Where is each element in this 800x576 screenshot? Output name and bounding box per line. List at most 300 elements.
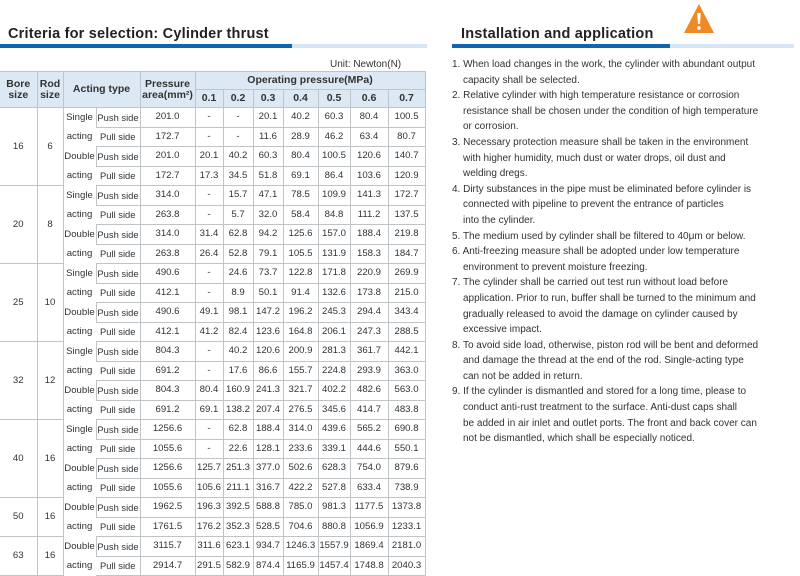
thrust-value: 2181.0 bbox=[388, 537, 425, 557]
thrust-value: 105.6 bbox=[195, 478, 223, 498]
thrust-value: 73.7 bbox=[253, 264, 283, 284]
note-line: 5. The medium used by cylinder shall be filtered to 40μm or below. bbox=[452, 230, 746, 242]
thrust-value: 550.1 bbox=[388, 439, 425, 459]
thrust-value: 60.3 bbox=[318, 108, 350, 128]
thrust-value: 28.9 bbox=[283, 127, 318, 147]
thrust-value: 105.5 bbox=[283, 244, 318, 264]
note-line: welding dregs. bbox=[463, 168, 528, 180]
pressure-area: 412.1 bbox=[140, 322, 195, 342]
bore-size: 63 bbox=[0, 537, 37, 576]
pressure-area: 1256.6 bbox=[140, 420, 195, 440]
side-label: Pull side bbox=[96, 400, 140, 420]
thrust-value: 91.4 bbox=[283, 283, 318, 303]
note-line: 1. When load changes in the work, the cylinder with abundant output bbox=[452, 59, 755, 70]
thrust-value: 1457.4 bbox=[318, 556, 350, 576]
thrust-value: 880.8 bbox=[318, 517, 350, 537]
header-pressure: 0.7 bbox=[388, 90, 425, 108]
acting-type bbox=[63, 498, 96, 537]
thrust-value: 34.5 bbox=[223, 166, 253, 186]
thrust-value: 98.1 bbox=[223, 303, 253, 323]
thrust-value: 363.0 bbox=[388, 361, 425, 381]
thrust-value: - bbox=[195, 186, 223, 206]
thrust-value: 1373.8 bbox=[388, 498, 425, 518]
acting-type-line: acting bbox=[66, 208, 93, 220]
note-line: capacity shall be selected. bbox=[463, 74, 580, 86]
header-pressure: 0.3 bbox=[253, 90, 283, 108]
table-row bbox=[0, 498, 425, 518]
note-line: into the cylinder. bbox=[463, 214, 536, 226]
thrust-value: 1869.4 bbox=[350, 537, 388, 557]
thrust-value: 62.8 bbox=[223, 225, 253, 245]
bore-size: 25 bbox=[0, 264, 37, 342]
header-pressure: 0.1 bbox=[195, 90, 223, 108]
thrust-value: 22.6 bbox=[223, 439, 253, 459]
thrust-value: 49.1 bbox=[195, 303, 223, 323]
thrust-value: 63.4 bbox=[350, 127, 388, 147]
table-row bbox=[0, 342, 425, 362]
thrust-value: 582.9 bbox=[223, 556, 253, 576]
acting-type-line: acting bbox=[66, 131, 93, 142]
table-row bbox=[0, 420, 425, 440]
thrust-value: 69.1 bbox=[283, 166, 318, 186]
acting-type-line: Single bbox=[66, 423, 93, 435]
thrust-value: 623.1 bbox=[223, 537, 253, 557]
thrust-value: - bbox=[195, 108, 223, 128]
pressure-area: 1962.5 bbox=[140, 498, 195, 518]
header-pressure: 0.4 bbox=[283, 90, 318, 108]
unit-label: Unit: Newton(N) bbox=[330, 59, 402, 70]
thrust-value: 233.6 bbox=[283, 439, 318, 459]
rod-size: 16 bbox=[37, 498, 63, 537]
side-label: Pull side bbox=[96, 361, 140, 381]
acting-type bbox=[63, 342, 96, 381]
thrust-value: 220.9 bbox=[350, 264, 388, 284]
thrust-value: 20.1 bbox=[253, 108, 283, 128]
pressure-area: 314.0 bbox=[140, 225, 195, 245]
thrust-value: 207.4 bbox=[253, 400, 283, 420]
thrust-value: 131.9 bbox=[318, 244, 350, 264]
acting-type-line: Double bbox=[64, 306, 95, 318]
thrust-value: 31.4 bbox=[195, 225, 223, 245]
installation-notes bbox=[452, 57, 792, 447]
thrust-value: - bbox=[195, 439, 223, 459]
thrust-value: 94.2 bbox=[253, 225, 283, 245]
thrust-value: - bbox=[195, 205, 223, 225]
header-pressure: 0.5 bbox=[318, 90, 350, 108]
thrust-value: 32.0 bbox=[253, 205, 283, 225]
thrust-value: 2040.3 bbox=[388, 556, 425, 576]
thrust-value: 241.3 bbox=[253, 381, 283, 401]
thrust-value: 1246.3 bbox=[283, 537, 318, 557]
thrust-value: 704.6 bbox=[283, 517, 318, 537]
thrust-value: 120.6 bbox=[253, 342, 283, 362]
pressure-area: 263.8 bbox=[140, 244, 195, 264]
thrust-value: 82.4 bbox=[223, 322, 253, 342]
side-label: Push side bbox=[96, 147, 140, 167]
side-label: Push side bbox=[96, 264, 140, 284]
pressure-area: 804.3 bbox=[140, 381, 195, 401]
thrust-value: 188.4 bbox=[253, 420, 283, 440]
pressure-area: 1055.6 bbox=[140, 478, 195, 498]
thrust-value: 111.2 bbox=[350, 205, 388, 225]
note-line: with higher humidity, much dust or water drops, oil dust and bbox=[463, 152, 726, 164]
acting-type-line: acting bbox=[66, 403, 93, 415]
rod-size: 16 bbox=[37, 537, 63, 576]
pressure-area: 412.1 bbox=[140, 283, 195, 303]
thrust-value: 281.3 bbox=[318, 342, 350, 362]
thrust-value: 26.4 bbox=[195, 244, 223, 264]
thrust-value: 52.8 bbox=[223, 244, 253, 264]
thrust-value: 79.1 bbox=[253, 244, 283, 264]
thrust-value: 1557.9 bbox=[318, 537, 350, 557]
thrust-value: 155.7 bbox=[283, 361, 318, 381]
note-line: 3. Necessary protection measure shall be taken in the environment bbox=[452, 136, 749, 148]
side-label: Push side bbox=[96, 381, 140, 401]
thrust-value: 128.1 bbox=[253, 439, 283, 459]
thrust-value: 288.5 bbox=[388, 322, 425, 342]
thrust-value: 158.3 bbox=[350, 244, 388, 264]
acting-type-line: Double bbox=[64, 501, 95, 513]
pressure-area: 1761.5 bbox=[140, 517, 195, 537]
thrust-value: 690.8 bbox=[388, 420, 425, 440]
thrust-value: 86.6 bbox=[253, 361, 283, 381]
acting-type-line: Single bbox=[66, 267, 93, 279]
thrust-value: 321.7 bbox=[283, 381, 318, 401]
side-label: Pull side bbox=[96, 322, 140, 342]
acting-type bbox=[63, 459, 96, 498]
side-label: Push side bbox=[96, 186, 140, 206]
thrust-value: - bbox=[195, 127, 223, 147]
thrust-value: 132.6 bbox=[318, 283, 350, 303]
thrust-value: 934.7 bbox=[253, 537, 283, 557]
note-line: 8. To avoid side load, otherwise, piston rod will be bent and deformed bbox=[452, 339, 759, 351]
thrust-value: 738.9 bbox=[388, 478, 425, 498]
thrust-value: 1748.8 bbox=[350, 556, 388, 576]
thrust-value: 147.2 bbox=[253, 303, 283, 323]
thrust-value: 215.0 bbox=[388, 283, 425, 303]
acting-type bbox=[63, 108, 96, 147]
thrust-value: 51.8 bbox=[253, 166, 283, 186]
pressure-area: 490.6 bbox=[140, 264, 195, 284]
thrust-value: 785.0 bbox=[283, 498, 318, 518]
thrust-value: 754.0 bbox=[350, 459, 388, 479]
side-label: Pull side bbox=[96, 439, 140, 459]
pressure-area: 314.0 bbox=[140, 186, 195, 206]
thrust-value: 1177.5 bbox=[350, 498, 388, 518]
thrust-value: 60.3 bbox=[253, 147, 283, 167]
thrust-value: 103.6 bbox=[350, 166, 388, 186]
rod-size: 8 bbox=[37, 186, 63, 264]
thrust-value: 47.1 bbox=[253, 186, 283, 206]
thrust-value: 11.6 bbox=[253, 127, 283, 147]
thrust-value: 442.1 bbox=[388, 342, 425, 362]
thrust-value: 140.7 bbox=[388, 147, 425, 167]
acting-type bbox=[63, 303, 96, 342]
side-label: Pull side bbox=[96, 205, 140, 225]
thrust-value: 120.6 bbox=[350, 147, 388, 167]
acting-type-line: acting bbox=[66, 559, 93, 571]
acting-type-line: acting bbox=[66, 442, 93, 454]
rod-size: 16 bbox=[37, 420, 63, 498]
acting-type bbox=[63, 381, 96, 420]
side-label: Pull side bbox=[96, 166, 140, 186]
acting-type bbox=[63, 264, 96, 303]
table-row bbox=[0, 459, 425, 479]
thrust-value: 196.3 bbox=[195, 498, 223, 518]
pressure-area: 172.7 bbox=[140, 127, 195, 147]
thrust-value: 269.9 bbox=[388, 264, 425, 284]
rod-size: 6 bbox=[37, 108, 63, 186]
thrust-value: 8.9 bbox=[223, 283, 253, 303]
thrust-value: 80.4 bbox=[195, 381, 223, 401]
acting-type-line: acting bbox=[66, 325, 93, 337]
pressure-area: 490.6 bbox=[140, 303, 195, 323]
thrust-value: 40.2 bbox=[223, 342, 253, 362]
acting-type bbox=[63, 420, 96, 459]
acting-type-line: acting bbox=[66, 520, 93, 532]
acting-type bbox=[63, 537, 96, 576]
thrust-value: 157.0 bbox=[318, 225, 350, 245]
pressure-area: 1055.6 bbox=[140, 439, 195, 459]
rod-size: 10 bbox=[37, 264, 63, 342]
note-line: 2. Relative cylinder with high temperature resistance or corrosion bbox=[452, 90, 740, 102]
acting-type-line: Double bbox=[64, 150, 95, 162]
thrust-value: 137.5 bbox=[388, 205, 425, 225]
thrust-value: 276.5 bbox=[283, 400, 318, 420]
thrust-value: 981.3 bbox=[318, 498, 350, 518]
note-line: 6. Anti-freezing measure shall be adopted under low temperature bbox=[452, 246, 740, 258]
acting-type-line: acting bbox=[66, 247, 93, 259]
thrust-value: 439.6 bbox=[318, 420, 350, 440]
thrust-value: 294.4 bbox=[350, 303, 388, 323]
thrust-value: 17.6 bbox=[223, 361, 253, 381]
pressure-area: 691.2 bbox=[140, 361, 195, 381]
thrust-value: 291.5 bbox=[195, 556, 223, 576]
bore-size: 40 bbox=[0, 420, 37, 498]
thrust-value: 58.4 bbox=[283, 205, 318, 225]
thrust-value: 633.4 bbox=[350, 478, 388, 498]
thrust-value: - bbox=[223, 108, 253, 128]
thrust-value: 86.4 bbox=[318, 166, 350, 186]
thrust-table bbox=[0, 71, 426, 576]
thrust-value: 527.8 bbox=[318, 478, 350, 498]
acting-type bbox=[63, 225, 96, 264]
thrust-value: 565.2 bbox=[350, 420, 388, 440]
header-pressure: 0.6 bbox=[350, 90, 388, 108]
thrust-value: 311.6 bbox=[195, 537, 223, 557]
bore-size: 20 bbox=[0, 186, 37, 264]
acting-type-line: Double bbox=[64, 462, 95, 474]
thrust-value: 211.1 bbox=[223, 478, 253, 498]
note-line: 4. Dirty substances in the pipe must be eliminated before cylinder is bbox=[452, 183, 752, 195]
acting-type bbox=[63, 186, 96, 225]
thrust-value: 40.2 bbox=[223, 147, 253, 167]
thrust-value: 352.3 bbox=[223, 517, 253, 537]
thrust-value: 84.8 bbox=[318, 205, 350, 225]
note-line: environment to prevent moisture freezing. bbox=[463, 261, 648, 273]
thrust-value: - bbox=[195, 361, 223, 381]
thrust-value: 247.3 bbox=[350, 322, 388, 342]
note-line: connected with pipeline to prevent the entrance of particles bbox=[463, 199, 724, 211]
header-operating-pressure: Operating pressure(MPa) bbox=[195, 72, 425, 90]
acting-type-line: acting bbox=[66, 286, 93, 298]
thrust-value: 414.7 bbox=[350, 400, 388, 420]
thrust-value: 588.8 bbox=[253, 498, 283, 518]
thrust-value: 1233.1 bbox=[388, 517, 425, 537]
note-line: conduct anti-rust treatment to the surface. Anti-dust caps shall bbox=[463, 402, 738, 414]
pressure-area: 263.8 bbox=[140, 205, 195, 225]
thrust-value: 628.3 bbox=[318, 459, 350, 479]
table-row bbox=[0, 108, 425, 128]
side-label: Push side bbox=[96, 459, 140, 479]
thrust-value: 176.2 bbox=[195, 517, 223, 537]
side-label: Push side bbox=[96, 420, 140, 440]
pressure-area: 201.0 bbox=[140, 108, 195, 128]
header-pressure: 0.2 bbox=[223, 90, 253, 108]
table-row bbox=[0, 303, 425, 323]
rod-size: 12 bbox=[37, 342, 63, 420]
thrust-value: 343.4 bbox=[388, 303, 425, 323]
thrust-value: 402.2 bbox=[318, 381, 350, 401]
table-row bbox=[0, 147, 425, 167]
header-area: Pressure area(mm²) bbox=[140, 72, 195, 108]
side-label: Pull side bbox=[96, 556, 140, 576]
side-label: Push side bbox=[96, 498, 140, 518]
note-line: be added in air inlet and outlet ports. The front and back cover can bbox=[463, 417, 757, 429]
title-underline bbox=[0, 44, 427, 48]
thrust-value: 206.1 bbox=[318, 322, 350, 342]
thrust-value: 245.3 bbox=[318, 303, 350, 323]
thrust-value: 251.3 bbox=[223, 459, 253, 479]
title-underline bbox=[452, 44, 794, 48]
thrust-value: 100.5 bbox=[388, 108, 425, 128]
pressure-area: 804.3 bbox=[140, 342, 195, 362]
side-label: Pull side bbox=[96, 517, 140, 537]
note-line: application. Prior to run, buffer shall be turned to the minimum and bbox=[463, 292, 756, 304]
thrust-value: 392.5 bbox=[223, 498, 253, 518]
side-label: Push side bbox=[96, 303, 140, 323]
thrust-value: 120.9 bbox=[388, 166, 425, 186]
bore-size: 16 bbox=[0, 108, 37, 186]
thrust-value: 171.8 bbox=[318, 264, 350, 284]
thrust-value: 339.1 bbox=[318, 439, 350, 459]
thrust-value: 141.3 bbox=[350, 186, 388, 206]
acting-type-line: Double bbox=[64, 384, 95, 396]
pressure-area: 1256.6 bbox=[140, 459, 195, 479]
thrust-value: 15.7 bbox=[223, 186, 253, 206]
acting-type-line: acting bbox=[66, 364, 93, 376]
thrust-section-title: Criteria for selection: Cylinder thrust bbox=[8, 26, 269, 42]
thrust-value: 172.7 bbox=[388, 186, 425, 206]
bore-size: 32 bbox=[0, 342, 37, 420]
table-row bbox=[0, 381, 425, 401]
acting-type-line: Double bbox=[64, 228, 95, 240]
side-label: Pull side bbox=[96, 244, 140, 264]
thrust-value: 483.8 bbox=[388, 400, 425, 420]
note-line: can not be added in return. bbox=[463, 370, 583, 382]
side-label: Push side bbox=[96, 537, 140, 557]
side-label: Pull side bbox=[96, 478, 140, 498]
thrust-value: 5.7 bbox=[223, 205, 253, 225]
thrust-value: 422.2 bbox=[283, 478, 318, 498]
thrust-value: 361.7 bbox=[350, 342, 388, 362]
note-line: not be dismantled, which shall be especially noticed. bbox=[463, 433, 695, 445]
acting-type-line: Single bbox=[66, 189, 93, 201]
thrust-value: 482.6 bbox=[350, 381, 388, 401]
thrust-value: 188.4 bbox=[350, 225, 388, 245]
thrust-value: 200.9 bbox=[283, 342, 318, 362]
thrust-value: 125.7 bbox=[195, 459, 223, 479]
side-label: Push side bbox=[96, 342, 140, 362]
acting-type-line: Single bbox=[66, 345, 93, 357]
thrust-value: 80.4 bbox=[283, 147, 318, 167]
thrust-value: 528.5 bbox=[253, 517, 283, 537]
thrust-value: 24.6 bbox=[223, 264, 253, 284]
thrust-value: 1056.9 bbox=[350, 517, 388, 537]
thrust-value: 138.2 bbox=[223, 400, 253, 420]
thrust-value: 164.8 bbox=[283, 322, 318, 342]
thrust-value: 563.0 bbox=[388, 381, 425, 401]
bore-size: 50 bbox=[0, 498, 37, 537]
thrust-value: 1165.9 bbox=[283, 556, 318, 576]
warning-triangle-icon bbox=[682, 2, 716, 35]
thrust-value: 122.8 bbox=[283, 264, 318, 284]
thrust-value: 219.8 bbox=[388, 225, 425, 245]
acting-type-line: acting bbox=[66, 481, 93, 493]
header-bore: Bore size bbox=[0, 72, 37, 108]
side-label: Push side bbox=[96, 225, 140, 245]
note-line: gradually released to avoid the damage on cylinder caused by bbox=[463, 308, 738, 320]
thrust-value: 80.4 bbox=[350, 108, 388, 128]
note-line: 7. The cylinder shall be carried out test run without load before bbox=[452, 277, 729, 289]
table-row bbox=[0, 186, 425, 206]
header-rod: Rod size bbox=[37, 72, 63, 108]
pressure-area: 172.7 bbox=[140, 166, 195, 186]
thrust-value: - bbox=[223, 127, 253, 147]
note-line: excessive impact. bbox=[463, 324, 542, 336]
thrust-value: 196.2 bbox=[283, 303, 318, 323]
note-line: 9. If the cylinder is dismantled and stored for a long time, please to bbox=[452, 386, 747, 398]
thrust-value: 345.6 bbox=[318, 400, 350, 420]
pressure-area: 201.0 bbox=[140, 147, 195, 167]
thrust-value: 293.9 bbox=[350, 361, 388, 381]
table-row bbox=[0, 537, 425, 557]
acting-type-line: Single bbox=[66, 112, 93, 123]
side-label: Push side bbox=[96, 108, 140, 128]
thrust-value: 46.2 bbox=[318, 127, 350, 147]
thrust-value: - bbox=[195, 264, 223, 284]
thrust-value: 444.6 bbox=[350, 439, 388, 459]
note-line: resistance shall be chosen under the condition of high temperature bbox=[463, 105, 759, 117]
side-label: Pull side bbox=[96, 127, 140, 147]
table-row bbox=[0, 264, 425, 284]
thrust-value: 879.6 bbox=[388, 459, 425, 479]
acting-type-line: Double bbox=[64, 540, 95, 552]
thrust-value: 125.6 bbox=[283, 225, 318, 245]
thrust-value: 502.6 bbox=[283, 459, 318, 479]
acting-type bbox=[63, 147, 96, 186]
thrust-value: 316.7 bbox=[253, 478, 283, 498]
thrust-value: 123.6 bbox=[253, 322, 283, 342]
thrust-value: 314.0 bbox=[283, 420, 318, 440]
thrust-value: 78.5 bbox=[283, 186, 318, 206]
pressure-area: 691.2 bbox=[140, 400, 195, 420]
thrust-value: 377.0 bbox=[253, 459, 283, 479]
note-line: and damage the thread at the end of the rod. Single-acting type bbox=[463, 355, 744, 367]
thrust-value: 100.5 bbox=[318, 147, 350, 167]
thrust-value: 17.3 bbox=[195, 166, 223, 186]
thrust-value: - bbox=[195, 342, 223, 362]
